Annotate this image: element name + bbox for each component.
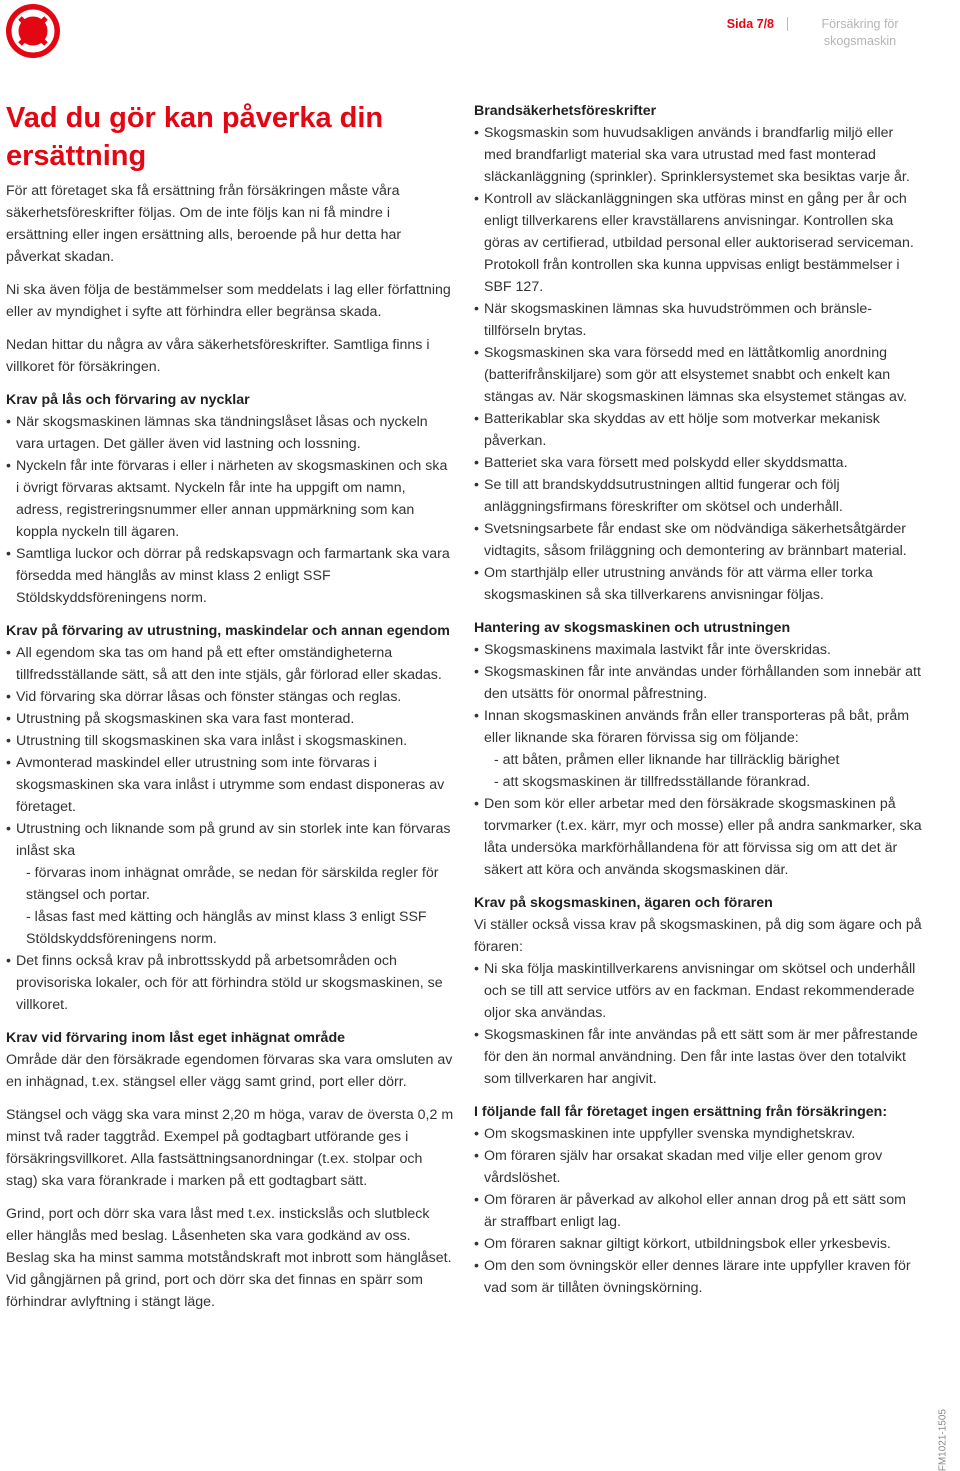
list-item: • Utrustning till skogsmaskinen ska vara inlåst i skogsmaskinen.	[6, 730, 454, 752]
list-item-text: Utrustning och liknande som på grund av sin storlek inte kan förvaras inlåst ska	[16, 821, 451, 859]
lifebuoy-logo-icon	[6, 4, 60, 58]
list-item: • Se till att brandskyddsutrustningen alltid fungerar och följ anläggningsfirmans föreskrifter om skötsel och underhåll.	[474, 474, 922, 518]
equipment-list	[6, 642, 454, 1016]
header-divider	[787, 17, 788, 31]
sub-list-item: - att skogsmaskinen är tillfredsställande förankrad.	[494, 774, 811, 790]
fenced-area-paragraph-3: Grind, port och dörr ska vara låst med t.ex. instickslås och slutbleck eller hänglås med beslag. Låsenheten ska vara godkänd av oss. Beslag ska ha minst samma motståndskraft mot inbrott som hänglåset. Vid gångjärnen på grind, port och dörr ska det finnas en spärr som förhindrar avlyftning i stängt läge.	[6, 1206, 452, 1310]
sub-list-item: - att båten, pråmen eller liknande har tillräcklig bärighet	[494, 752, 840, 768]
equipment-sub-list	[16, 862, 454, 950]
handling-list	[474, 639, 922, 881]
list-item: • Vid förvaring ska dörrar låsas och fönster stängas och reglas.	[6, 686, 454, 708]
list-item: • Batterikablar ska skyddas av ett hölje som motverkar mekanisk påverkan.	[474, 408, 922, 452]
list-item: • Skogsmaskinen får inte användas under förhållanden som innebär att den utsätts för onormal påfrestning.	[474, 661, 922, 705]
list-item: • Skogsmaskinen får inte användas på ett sätt som är mer påfrestande för den än normal användning. Den får inte lastas över den totalvikt som tillverkaren har angivit.	[474, 1024, 922, 1090]
list-item: • Om starthjälp eller utrustning används för att värma eller torka skogsmaskinen så ska tillverkarens anvisningar följas.	[474, 562, 922, 606]
fire-safety-list	[474, 122, 922, 606]
list-item-text: Innan skogsmaskinen används från eller transporteras på båt, pråm eller liknande ska föraren förvissa sig om följande:	[484, 708, 910, 746]
list-item: • Om föraren är påverkad av alkohol eller annan drog på ett sätt som är straffbart enligt lag.	[474, 1189, 922, 1233]
requirements-intro: Vi ställer också vissa krav på skogsmaskinen, på dig som ägare och på föraren:	[474, 917, 922, 955]
list-item: • Om föraren saknar giltigt körkort, utbildningsbok eller yrkesbevis.	[474, 1233, 922, 1255]
intro-paragraph-1: För att företaget ska få ersättning från försäkringen måste våra säkerhetsföreskrifter följas. Om de inte följs kan ni få mindre i ersättning eller ingen ersättning alls, beroende på hur detta har påverkat skadan.	[6, 183, 402, 265]
list-item: • När skogsmaskinen lämnas ska huvudströmmen och bränsletillförseln brytas.	[474, 298, 922, 342]
list-item	[6, 818, 454, 950]
section-heading-handling: Hantering av skogsmaskinen och utrustningen	[474, 620, 791, 636]
section-heading-fire-safety: Brandsäkerhetsföreskrifter	[474, 103, 657, 119]
intro-paragraph-2: Ni ska även följa de bestämmelser som meddelats i lag eller författning eller av myndighet i syfte att förhindra eller begränsa skada.	[6, 282, 451, 320]
list-item: • Det finns också krav på inbrottsskydd på arbetsområden och provisoriska lokaler, och för att förhindra stöld ur skogsmaskinen, se villkoret.	[6, 950, 454, 1016]
list-item: • Skogsmaskinen ska vara försedd med en lättåtkomlig anordning (batterifrånskiljare) som gör att elsystemet snabbt och enkelt kan stängas av. När skogsmaskinen lämnas ska elsystemet stängas av.	[474, 342, 922, 408]
list-item: • All egendom ska tas om hand på ett efter omständigheterna tillfredsställande sätt, så att den inte stjäls, går förlorad eller skadas.	[6, 642, 454, 686]
section-heading-requirements: Krav på skogsmaskinen, ägaren och föraren	[474, 895, 773, 911]
requirements-list	[474, 958, 922, 1090]
section-heading-equipment: Krav på förvaring av utrustning, maskindelar och annan egendom	[6, 623, 450, 639]
list-item: • Utrustning på skogsmaskinen ska vara fast monterad.	[6, 708, 454, 730]
list-item: • Kontroll av släckanläggningen ska utföras minst en gång per år och enligt tillverkarens eller kravställarens anvisningar. Kontrollen ska göras av certifierad, utbildad personal eller auktoriserad serviceman. Protokoll från kontrollen ska kunna uppvisas enligt bestämmelser i SBF 127.	[474, 188, 922, 298]
list-item: • Avmonterad maskindel eller utrustning som inte förvaras i skogsmaskinen ska vara inlåst i utrymme som endast disponeras av företaget.	[6, 752, 454, 818]
handling-sub-list	[484, 749, 922, 793]
intro-paragraph-3: Nedan hittar du några av våra säkerhetsföreskrifter. Samtliga finns i villkoret för försäkringen.	[6, 337, 430, 375]
list-item: • När skogsmaskinen lämnas ska tändningslåset låsas och nyckeln vara urtagen. Det gäller även vid lastning och lossning.	[6, 411, 454, 455]
list-item: • Den som kör eller arbetar med den försäkrade skogsmaskinen på torvmarker (t.ex. kärr, myr och mosse) eller på andra sankmarker, ska låta undersöka markförhållandena för att förvissa sig om att det är säkert att köra och använda skogsmaskinen där.	[474, 793, 922, 881]
page-title: Vad du gör kan påverka din ersättning	[6, 102, 384, 172]
list-item	[474, 705, 922, 793]
page-number: Sida 7/8	[726, 17, 774, 31]
list-item: • Svetsningsarbete får endast ske om nödvändiga säkerhetsåtgärder vidtagits, såsom friläggning och demontering av brännbart material.	[474, 518, 922, 562]
no-compensation-list	[474, 1123, 922, 1299]
list-item: • Batteriet ska vara försett med polskydd eller skyddsmatta.	[474, 452, 922, 474]
keys-list	[6, 411, 454, 609]
section-heading-keys: Krav på lås och förvaring av nycklar	[6, 392, 250, 408]
list-item: • Nyckeln får inte förvaras i eller i närheten av skogsmaskinen och ska i övrigt förvaras aktsamt. Nyckeln får inte ha uppgift om namn, adress, registreringsnummer eller annan uppmärkning som kan koppla nyckeln till ägaren.	[6, 455, 454, 543]
list-item: • Skogsmaskin som huvudsakligen används i brandfarlig miljö eller med brandfarligt material ska vara utrustad med fast monterad släckanläggning (sprinkler). Sprinklersystemet ska besiktas varje år.	[474, 122, 922, 188]
list-item: • Om föraren själv har orsakat skadan med vilje eller genom grov vårdslöshet.	[474, 1145, 922, 1189]
document-title: Försäkring för skogsmaskin	[821, 17, 899, 48]
list-item: • Om den som övningskör eller dennes lärare inte uppfyller kraven för vad som är tillåten övningskörning.	[474, 1255, 922, 1299]
list-item: • Samtliga luckor och dörrar på redskapsvagn och farmartank ska vara försedda med hänglås av minst klass 2 enligt SSF Stöldskyddsföreningens norm.	[6, 543, 454, 609]
document-code: FM1021-1505	[937, 1409, 948, 1471]
list-item: • Om skogsmaskinen inte uppfyller svenska myndighetskrav.	[474, 1123, 922, 1145]
fenced-area-paragraph-2: Stängsel och vägg ska vara minst 2,20 m höga, varav de översta 0,2 m minst två rader taggtråd. Exempel på godtagbart utförande ges i försäkringsvillkoret. Alla fastsättningsanordningar (t.ex. stolpar och stag) ska vara förankrade i marken på ett godtagbart sätt.	[6, 1107, 454, 1189]
fenced-area-paragraph-1: Område där den försäkrade egendomen förvaras ska vara omsluten av en inhägnad, t.ex. stängsel eller vägg samt grind, port eller dörr.	[6, 1052, 453, 1090]
section-heading-fenced-area: Krav vid förvaring inom låst eget inhägnat område	[6, 1030, 345, 1046]
sub-list-item: - förvaras inom inhägnat område, se nedan för särskilda regler för stängsel och portar.	[26, 865, 439, 903]
section-heading-no-compensation: I följande fall får företaget ingen ersättning från försäkringen:	[474, 1104, 888, 1120]
list-item: • Ni ska följa maskintillverkarens anvisningar om skötsel och underhåll och se till att service utförs av en fackman. Endast rekommenderade oljor ska användas.	[474, 958, 922, 1024]
page-header	[726, 16, 916, 50]
sub-list-item: - låsas fast med kätting och hänglås av minst klass 3 enligt SSF Stöldskyddsföreningens norm.	[26, 909, 427, 947]
list-item: • Skogsmaskinens maximala lastvikt får inte överskridas.	[474, 639, 922, 661]
